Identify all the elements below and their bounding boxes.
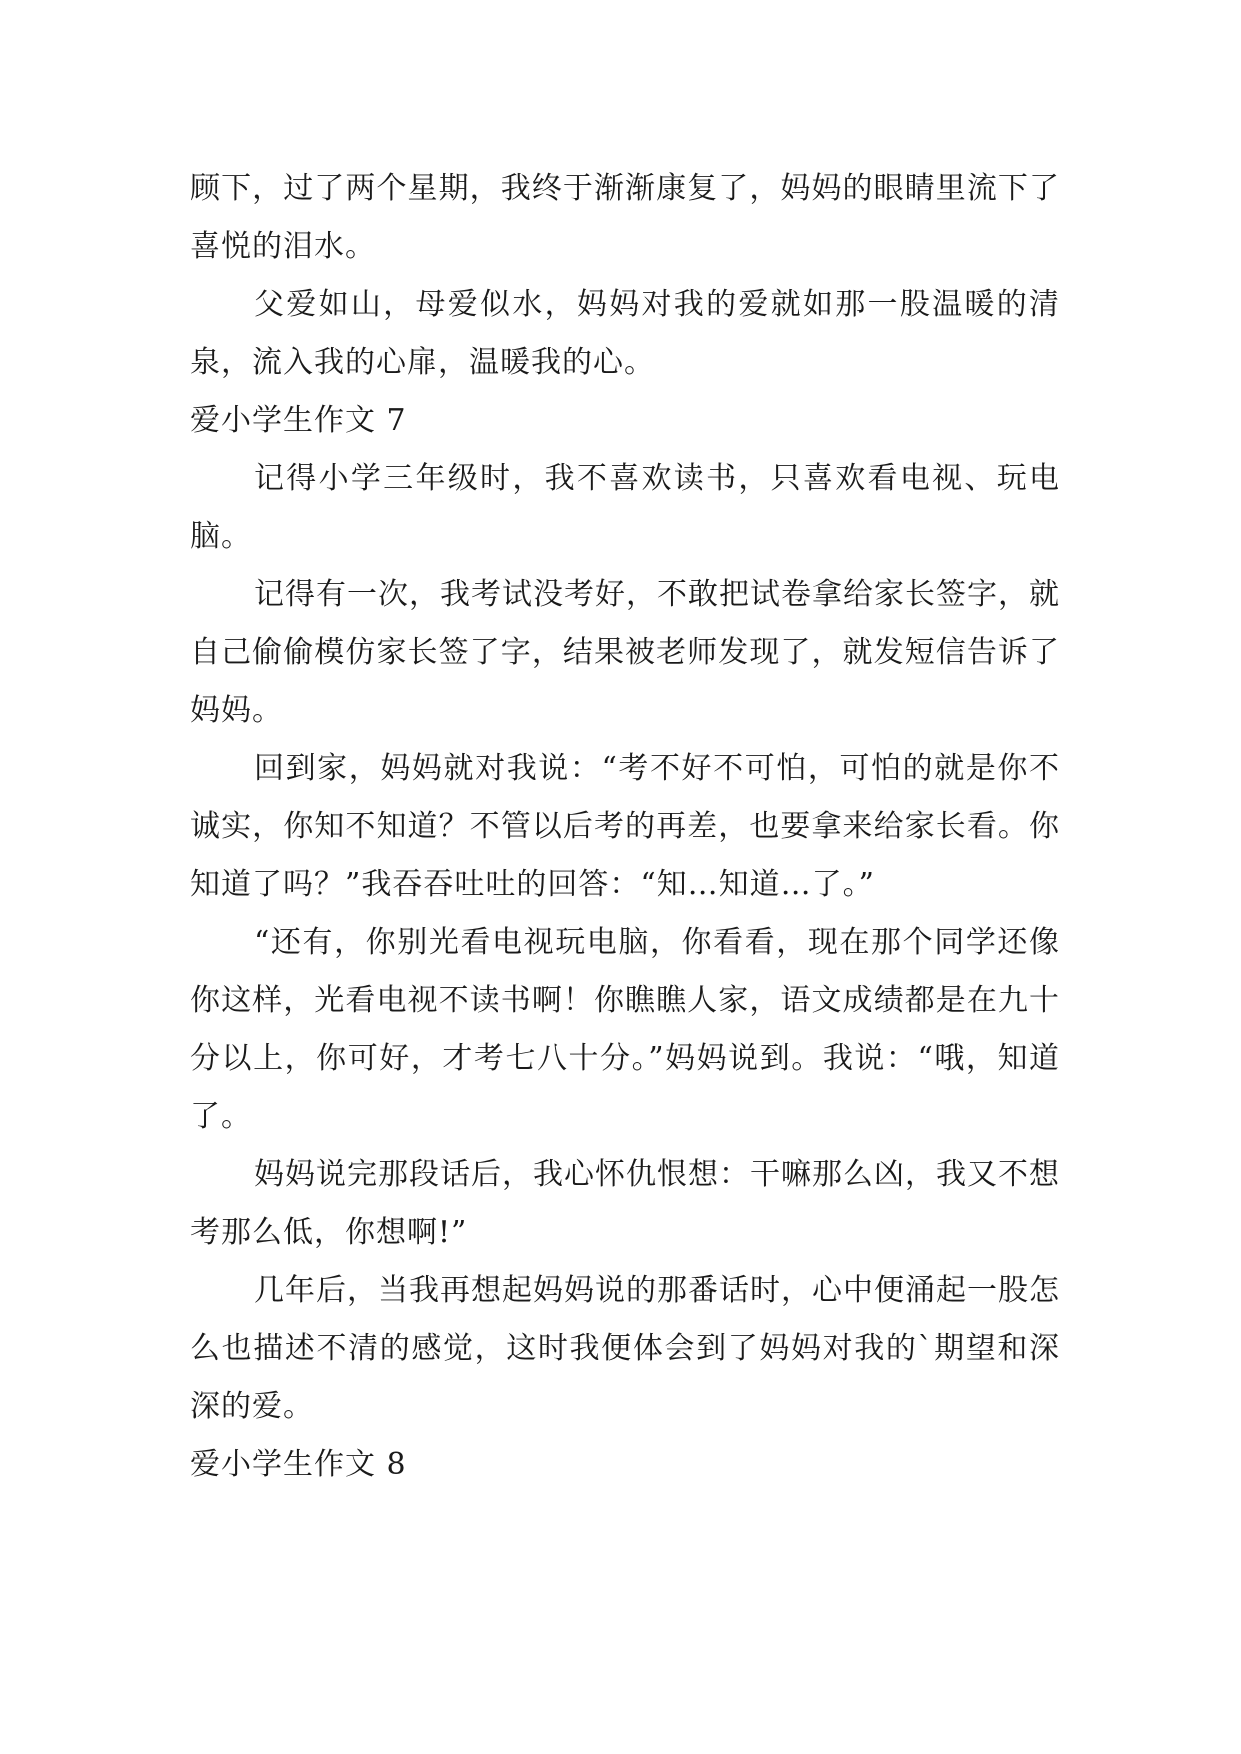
paragraph: 几年后，当我再想起妈妈说的那番话时，心中便涌起一股怎么也描述不清的感觉，这时我便体会到了妈妈对我的`期望和深深的爱。 bbox=[190, 1273, 1060, 1424]
paragraph: 记得小学三年级时，我不喜欢读书，只喜欢看电视、玩电脑。 bbox=[190, 461, 1060, 554]
paragraph: 父爱如山，母爱似水，妈妈对我的爱就如那一股温暖的清泉，流入我的心扉，温暖我的心。 bbox=[190, 287, 1060, 380]
section-heading: 爱小学生作文 8 bbox=[190, 1447, 407, 1482]
paragraph: 顾下，过了两个星期，我终于渐渐康复了，妈妈的眼睛里流下了喜悦的泪水。 bbox=[190, 171, 1060, 264]
paragraph: 回到家，妈妈就对我说：“考不好不可怕，可怕的就是你不诚实，你知不知道？不管以后考的再差，也要拿来给家长看。你知道了吗？”我吞吞吐吐的回答：“知…知道…了。” bbox=[190, 751, 1060, 902]
section-heading: 爱小学生作文 7 bbox=[190, 403, 407, 438]
document-body bbox=[190, 160, 1060, 1494]
paragraph: “还有，你别光看电视玩电脑，你看看，现在那个同学还像你这样，光看电视不读书啊！你瞧瞧人家，语文成绩都是在九十分以上，你可好，才考七八十分。”妈妈说到。我说：“哦，知道了。 bbox=[190, 925, 1060, 1134]
paragraph: 妈妈说完那段话后，我心怀仇恨想：干嘛那么凶，我又不想考那么低，你想啊!” bbox=[190, 1157, 1060, 1250]
paragraph: 记得有一次，我考试没考好，不敢把试卷拿给家长签字，就自己偷偷模仿家长签了字，结果被老师发现了，就发短信告诉了妈妈。 bbox=[190, 577, 1060, 728]
